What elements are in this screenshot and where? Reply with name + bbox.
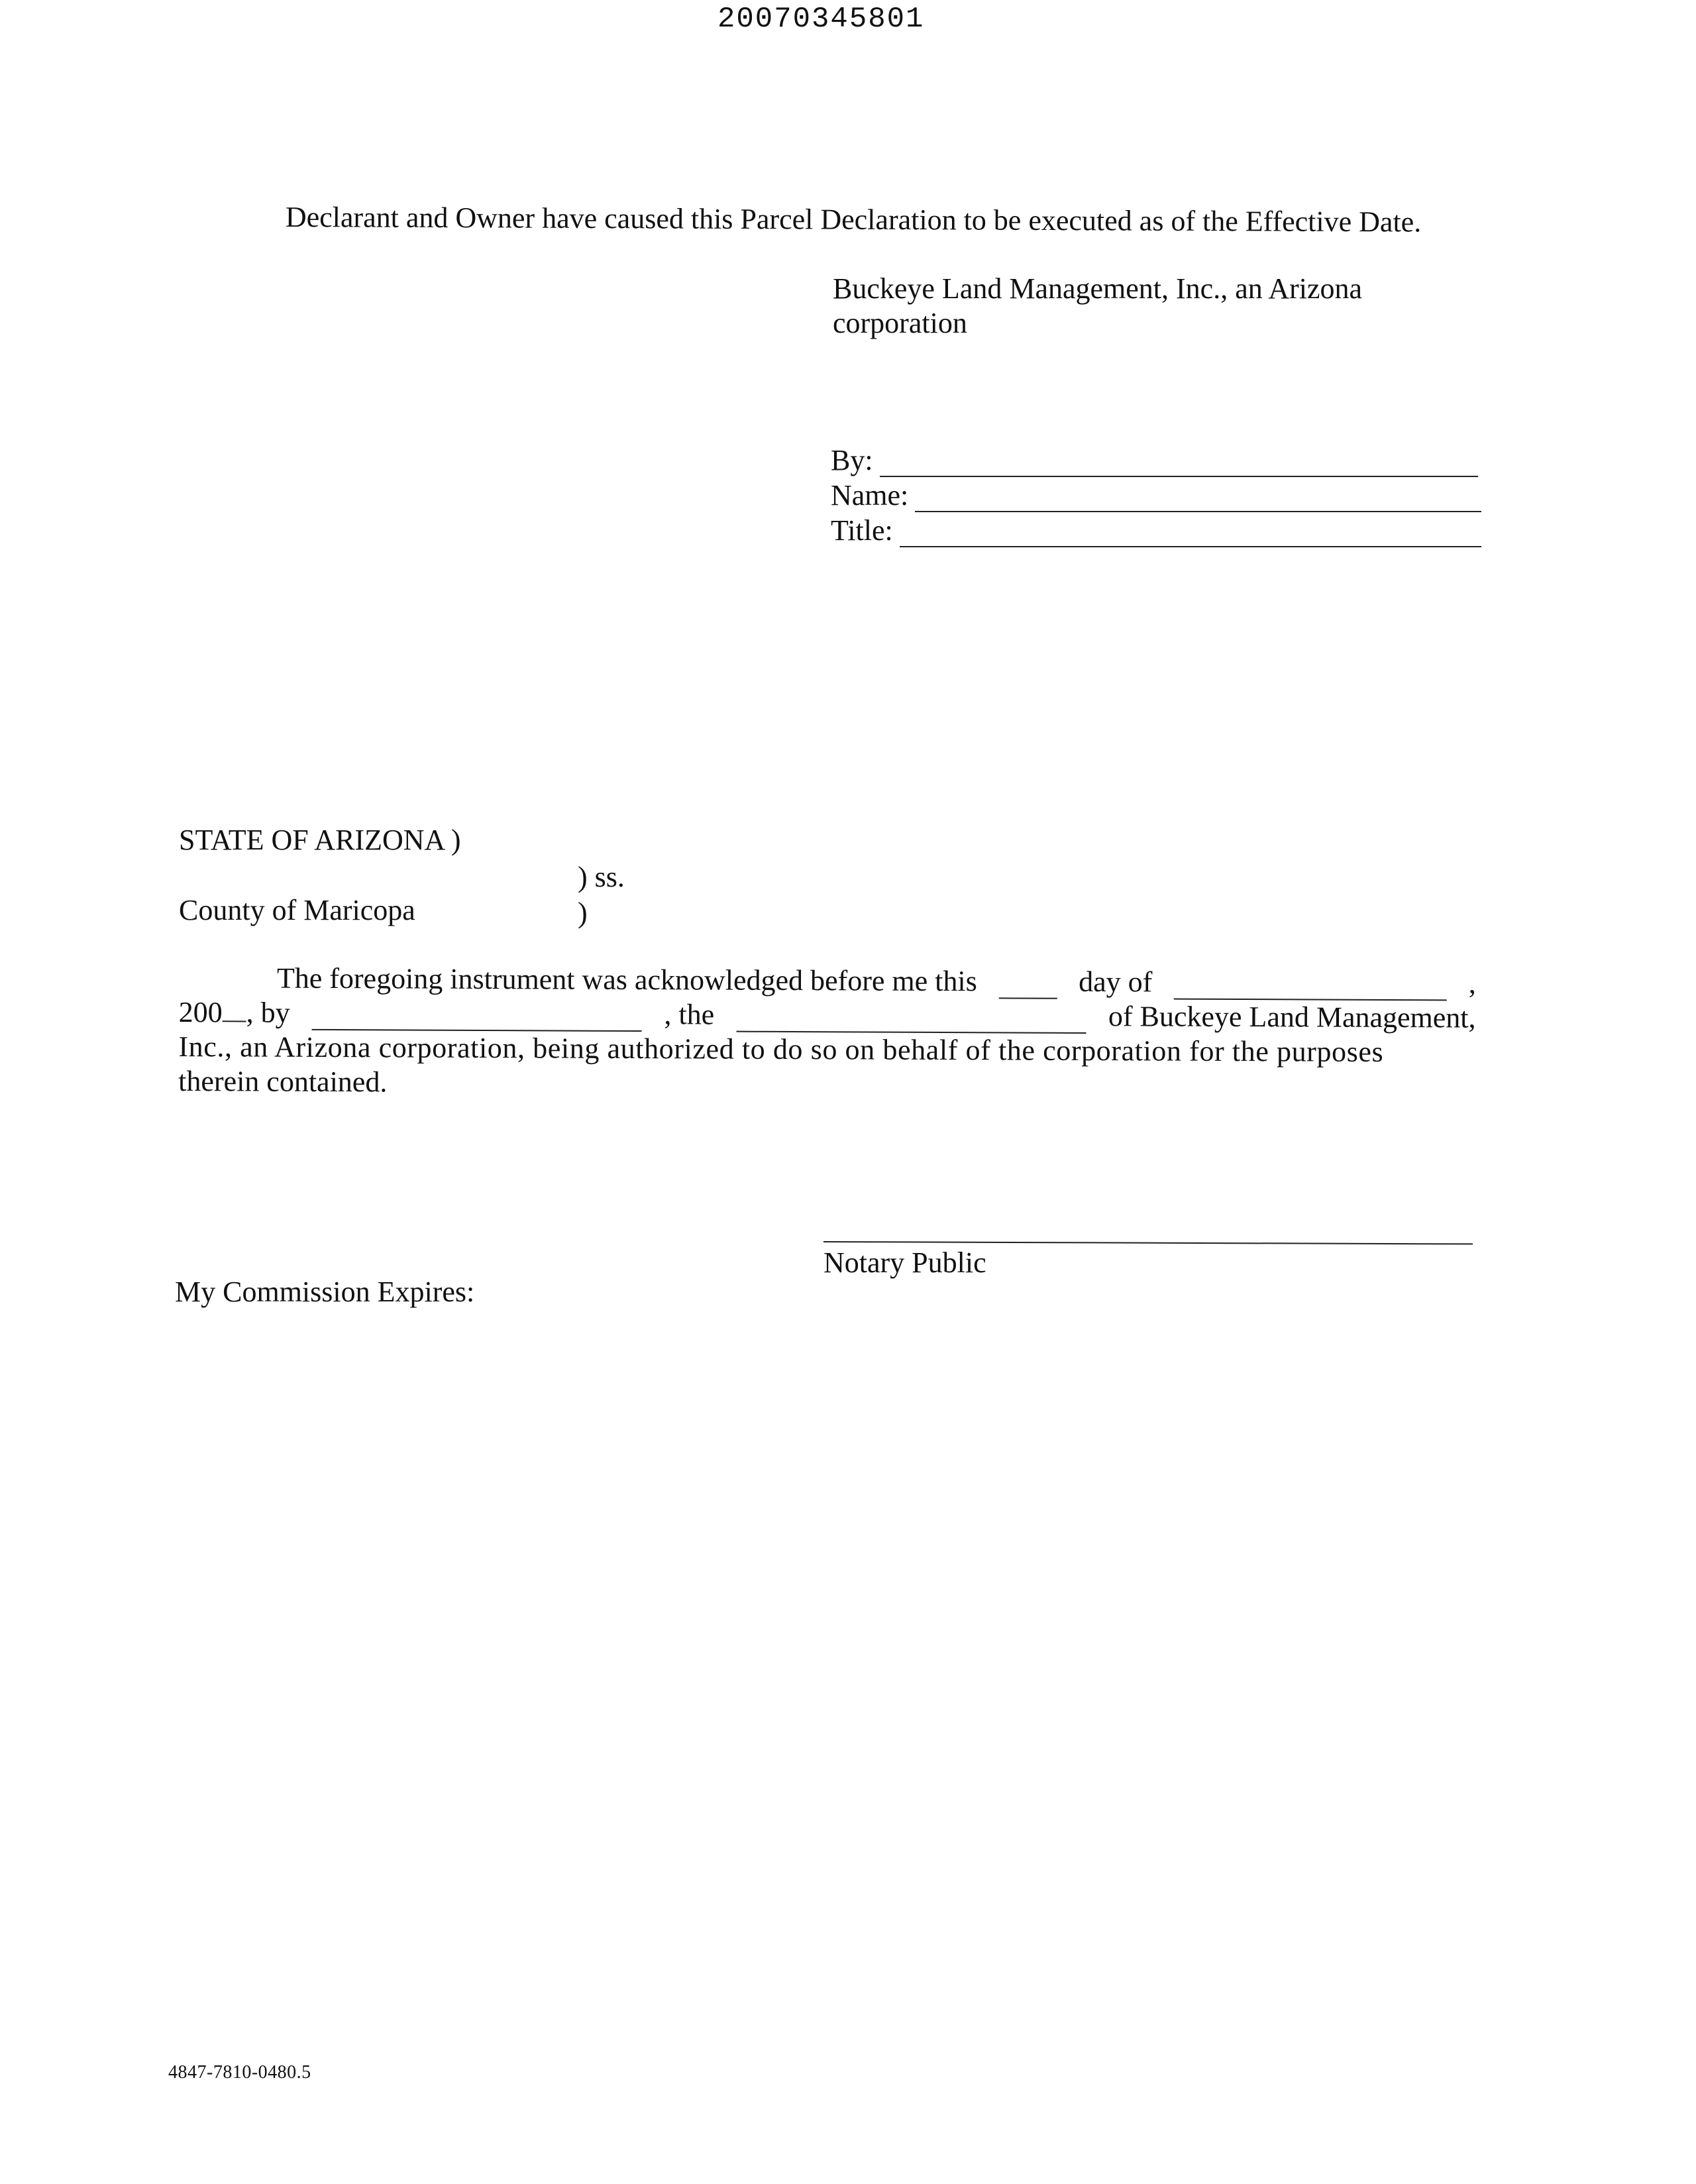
ack-line-1 <box>179 961 1476 1001</box>
name-signature-line[interactable] <box>915 484 1481 512</box>
notary-signature-line[interactable] <box>823 1241 1473 1244</box>
execution-statement: Declarant and Owner have caused this Parcel Declaration to be executed as of the Effective Date. <box>285 201 1422 239</box>
company-name-block <box>833 272 1362 341</box>
venue-state <box>179 823 461 857</box>
ack-line-2 <box>179 995 1476 1036</box>
ack-comma: , <box>1468 967 1476 1000</box>
commission-expires-label: My Commission Expires: <box>175 1276 475 1308</box>
title-signature-line[interactable] <box>900 519 1481 547</box>
state-paren: ) <box>450 824 461 856</box>
signature-name-row <box>831 478 1481 512</box>
ack-office-blank[interactable] <box>736 1007 1086 1034</box>
ack-signer-blank[interactable] <box>312 1005 642 1032</box>
venue-county: County of Maricopa <box>179 894 415 926</box>
ack-the-text: , the <box>664 998 715 1031</box>
ack-month-blank[interactable] <box>1174 975 1447 1001</box>
ack-year-blank[interactable] <box>223 997 246 1022</box>
name-label: Name: <box>831 479 909 512</box>
notary-public-label: Notary Public <box>823 1246 986 1279</box>
by-label: By: <box>831 444 873 476</box>
ack-line-3: Inc., an Arizona corporation, being authorized to do so on behalf of the corporation for the purposes <box>178 1030 1384 1068</box>
document-number: 20070345801 <box>717 3 925 36</box>
signature-title-row <box>831 513 1481 547</box>
ack-day-of-text: day of <box>1079 965 1153 999</box>
venue-ss: ) ss. <box>578 861 625 893</box>
title-label: Title: <box>831 514 893 547</box>
company-name-line-1: Buckeye Land Management, Inc., an Arizona <box>833 272 1363 305</box>
ack-intro-text: The foregoing instrument was acknowledged before me this <box>276 961 977 998</box>
ack-line-4: therein contained. <box>178 1064 388 1099</box>
ack-year-prefix: 200 <box>178 995 223 1029</box>
ack-company-text: of Buckeye Land Management, <box>1108 1000 1476 1034</box>
by-signature-line[interactable] <box>880 449 1478 477</box>
signature-by-row <box>831 443 1478 477</box>
document-code: 4847-7810-0480.5 <box>168 2062 311 2083</box>
ack-year-group <box>179 995 290 1030</box>
acknowledgment-paragraph <box>178 961 1476 1105</box>
company-name-line-2: corporation <box>833 307 967 339</box>
state-label: STATE OF ARIZONA <box>179 824 444 856</box>
venue-county-paren: ) <box>578 897 588 929</box>
ack-day-blank[interactable] <box>998 973 1057 999</box>
ack-by-text: , by <box>246 996 290 1029</box>
